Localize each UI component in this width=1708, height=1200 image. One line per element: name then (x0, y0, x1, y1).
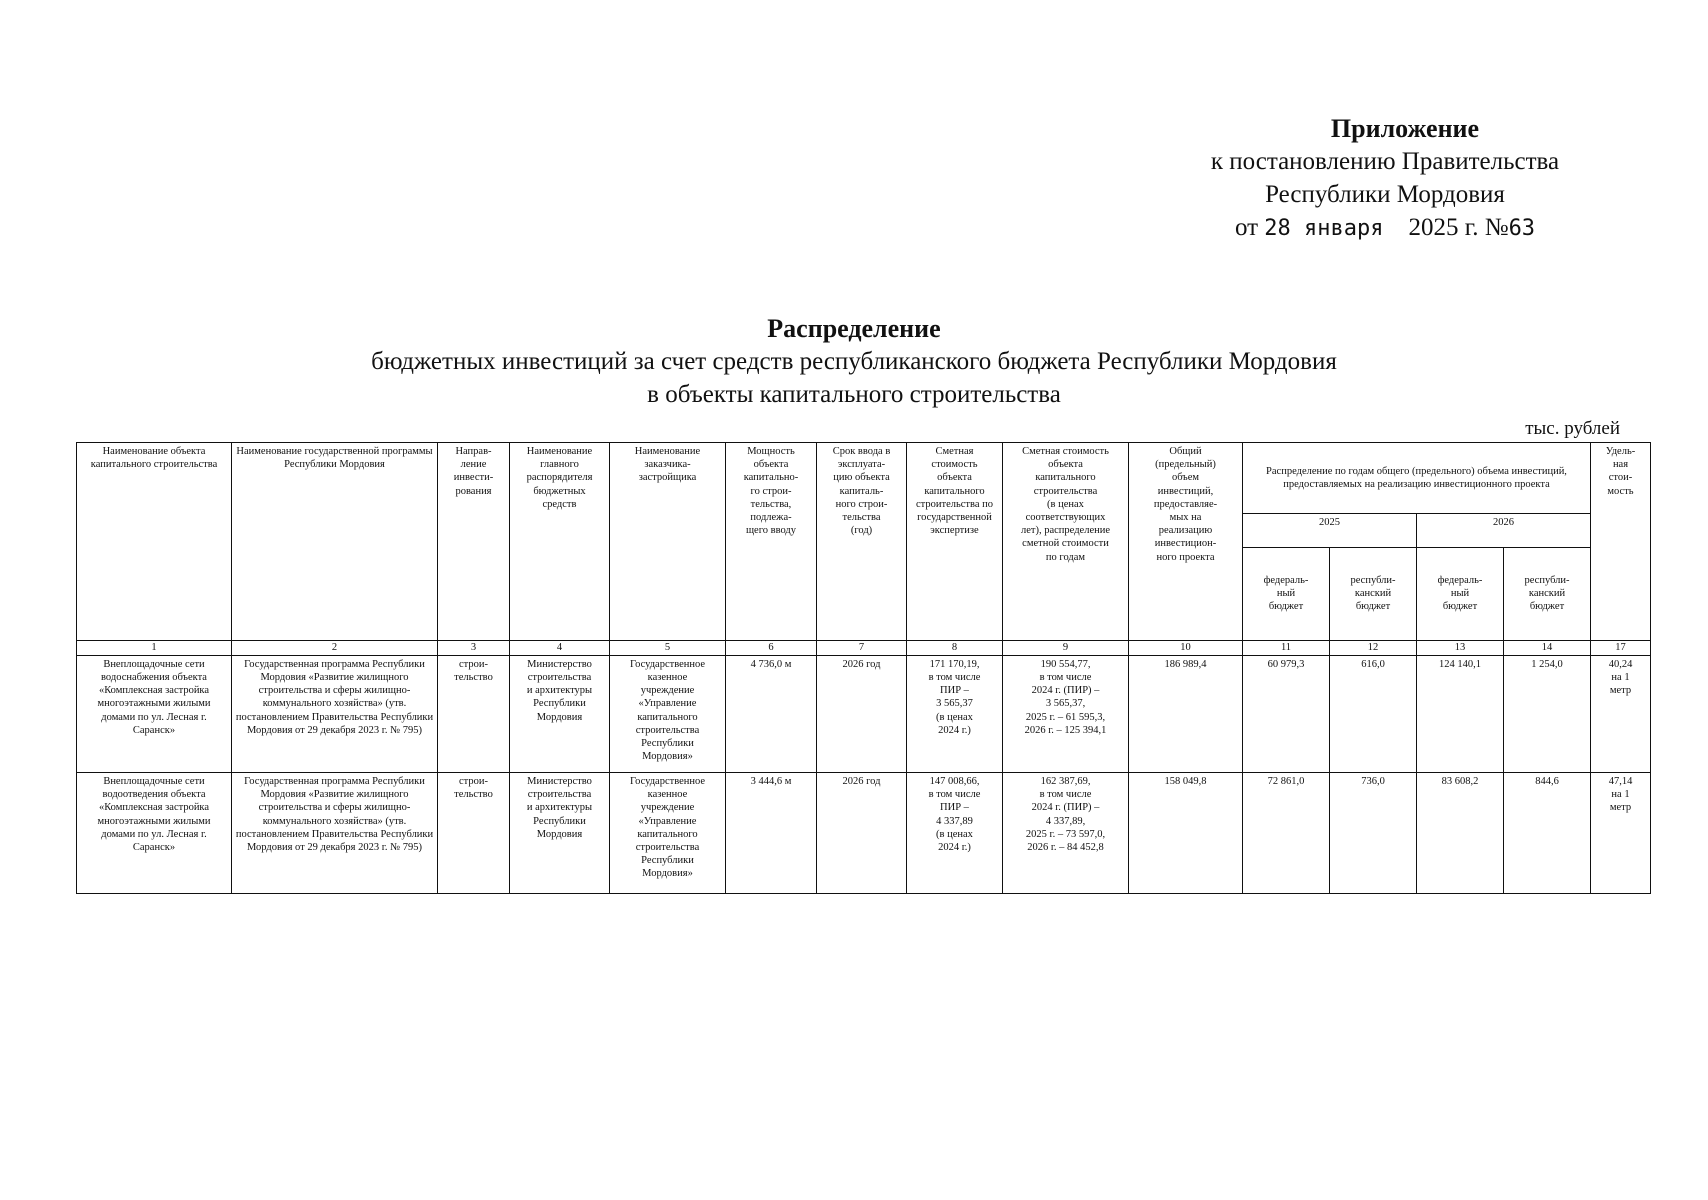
document-title (0, 312, 1708, 411)
appendix-heading: Приложение (1330, 114, 1480, 143)
cell-rep-2025: 736,0 (1330, 772, 1417, 893)
column-number: 17 (1591, 640, 1651, 655)
cell-manager: Министерство строительства и архитектуры Республики Мордовия (510, 655, 610, 772)
header-term: Срок ввода в эксплуата- цию объекта капиталь- ного строи- тельства (год) (817, 443, 907, 641)
cell-unit-cost: 47,14 на 1 метр (1591, 772, 1651, 893)
header-direction: Направ- ление инвести- рования (438, 443, 510, 641)
header-estimate-years: Сметная стоимость объекта капитального строительства (в ценах соответствующих лет), распределение сметной стоимости по годам (1003, 443, 1129, 641)
date-handwritten: 28 января (1264, 216, 1384, 241)
cell-program: Государственная программа Республики Мордовия «Развитие жилищного строительства и сферы жилищно-коммунального хозяйства» (утв. постановлением Правительства Республики Мордовия от 29 декабря 2023 г. № 795) (232, 772, 438, 893)
title-line-3: в объекты капитального строительства (647, 381, 1061, 408)
appendix-line-2: Республики Мордовия (1265, 181, 1505, 208)
header-fed-2025: федераль- ный бюджет (1243, 547, 1330, 640)
column-number: 7 (817, 640, 907, 655)
appendix-date-line (1150, 211, 1620, 245)
cell-total: 186 989,4 (1129, 655, 1243, 772)
title-line-2: бюджетных инвестиций за счет средств республиканского бюджета Республики Мордовия (371, 348, 1337, 375)
title-line-1: Распределение (767, 314, 941, 343)
column-number: 9 (1003, 640, 1129, 655)
table-row (77, 772, 1651, 893)
column-number: 8 (907, 640, 1003, 655)
header-year-2026: 2026 (1417, 513, 1591, 547)
column-number: 4 (510, 640, 610, 655)
column-number: 11 (1243, 640, 1330, 655)
date-prefix: от (1234, 214, 1259, 241)
cell-object-name: Внеплощадочные сети водоотведения объекта «Комплексная застройка многоэтажными жилыми домами по ул. Лесная г. Саранск» (77, 772, 232, 893)
cell-customer: Государственное казенное учреждение «Управление капитального строительства Республики Мордовия» (610, 772, 726, 893)
cell-estimate-years: 162 387,69, в том числе 2024 г. (ПИР) – 4 337,89, 2025 г. – 73 597,0, 2026 г. – 84 452,8 (1003, 772, 1129, 893)
cell-capacity: 3 444,6 м (726, 772, 817, 893)
header-object-name: Наименование объекта капитального строительства (77, 443, 232, 641)
header-distribution: Распределение по годам общего (предельного) объема инвестиций, предоставляемых на реализацию инвестиционного проекта (1243, 443, 1591, 514)
cell-fed-2025: 72 861,0 (1243, 772, 1330, 893)
cell-direction: строи- тельство (438, 772, 510, 893)
cell-unit-cost: 40,24 на 1 метр (1591, 655, 1651, 772)
cell-rep-2025: 616,0 (1330, 655, 1417, 772)
table-row (77, 655, 1651, 772)
column-number: 3 (438, 640, 510, 655)
header-customer: Наименование заказчика- застройщика (610, 443, 726, 641)
cell-direction: строи- тельство (438, 655, 510, 772)
header-fed-2026: федераль- ный бюджет (1417, 547, 1504, 640)
cell-estimate-years: 190 554,77, в том числе 2024 г. (ПИР) – 3 565,37, 2025 г. – 61 595,3, 2026 г. – 125 394,1 (1003, 655, 1129, 772)
cell-term: 2026 год (817, 655, 907, 772)
cell-program: Государственная программа Республики Мордовия «Развитие жилищного строительства и сферы жилищно-коммунального хозяйства» (утв. постановлением Правительства Республики Мордовия от 29 декабря 2023 г. № 795) (232, 655, 438, 772)
column-number: 5 (610, 640, 726, 655)
cell-estimate: 171 170,19, в том числе ПИР – 3 565,37 (в ценах 2024 г.) (907, 655, 1003, 772)
cell-object-name: Внеплощадочные сети водоснабжения объекта «Комплексная застройка многоэтажными жилыми домами по ул. Лесная г. Саранск» (77, 655, 232, 772)
header-unit-cost: Удель- ная стои- мость (1591, 443, 1651, 641)
column-number: 2 (232, 640, 438, 655)
cell-rep-2026: 844,6 (1504, 772, 1591, 893)
cell-fed-2026: 124 140,1 (1417, 655, 1504, 772)
appendix-line-1: к постановлению Правительства (1210, 148, 1560, 175)
cell-fed-2025: 60 979,3 (1243, 655, 1330, 772)
cell-rep-2026: 1 254,0 (1504, 655, 1591, 772)
units-label: тыс. рублей (1525, 418, 1620, 439)
header-estimate: Сметная стоимость объекта капитального строительства по государственной экспертизе (907, 443, 1003, 641)
cell-capacity: 4 736,0 м (726, 655, 817, 772)
header-rep-2025: республи- канский бюджет (1330, 547, 1417, 640)
header-rep-2026: республи- канский бюджет (1504, 547, 1591, 640)
header-manager: Наименование главного распорядителя бюджетных средств (510, 443, 610, 641)
cell-manager: Министерство строительства и архитектуры Республики Мордовия (510, 772, 610, 893)
cell-fed-2026: 83 608,2 (1417, 772, 1504, 893)
header-year-2025: 2025 (1243, 513, 1417, 547)
header-capacity: Мощность объекта капитально- го строи- тельства, подлежа- щего вводу (726, 443, 817, 641)
cell-estimate: 147 008,66, в том числе ПИР – 4 337,89 (в ценах 2024 г.) (907, 772, 1003, 893)
column-numbers-row (77, 640, 1651, 655)
appendix-block (1150, 112, 1620, 245)
column-number: 10 (1129, 640, 1243, 655)
number-handwritten: 63 (1508, 216, 1536, 241)
column-number: 13 (1417, 640, 1504, 655)
date-year: 2025 г. (1408, 214, 1479, 241)
cell-customer: Государственное казенное учреждение «Управление капитального строительства Республики Мордовия» (610, 655, 726, 772)
column-number: 12 (1330, 640, 1417, 655)
header-program: Наименование государственной программы Республики Мордовия (232, 443, 438, 641)
header-total: Общий (предельный) объем инвестиций, предоставляе- мых на реализацию инвестицион- ного проекта (1129, 443, 1243, 641)
column-number: 6 (726, 640, 817, 655)
cell-total: 158 049,8 (1129, 772, 1243, 893)
number-prefix: № (1484, 214, 1509, 241)
column-number: 1 (77, 640, 232, 655)
investment-table (76, 442, 1651, 894)
column-number: 14 (1504, 640, 1591, 655)
cell-term: 2026 год (817, 772, 907, 893)
